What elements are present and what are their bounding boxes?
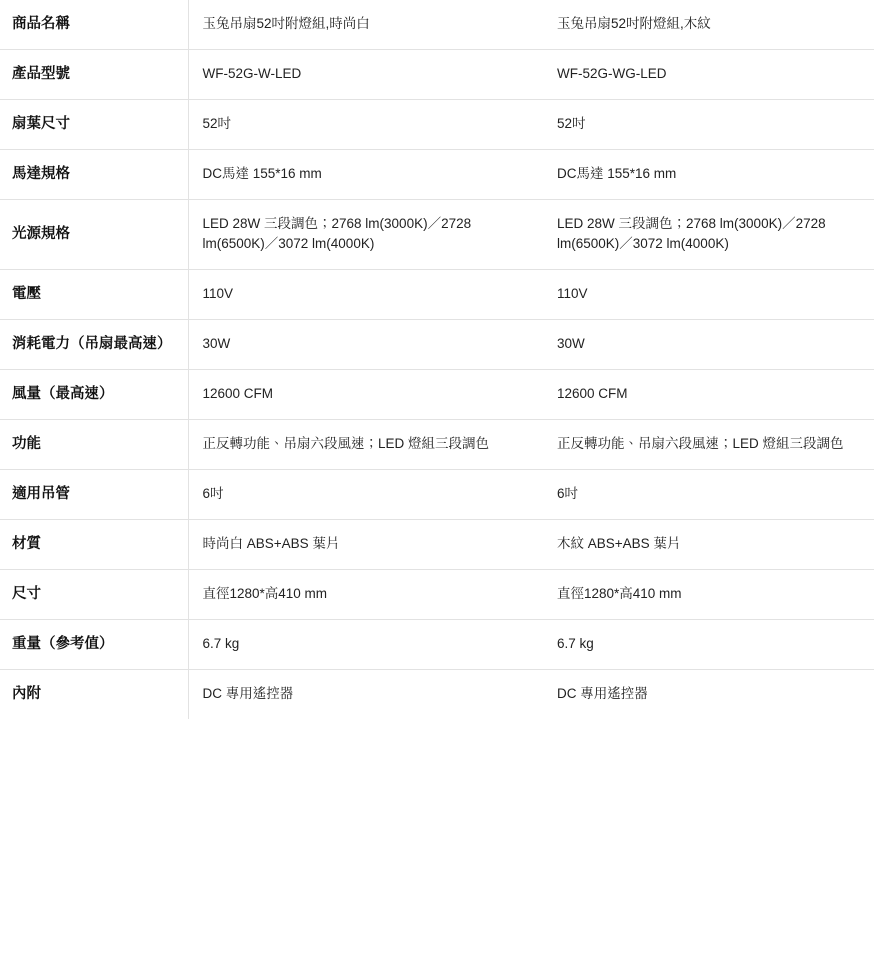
cell-text: 30W bbox=[557, 335, 585, 351]
cell-text: 玉兔吊扇52吋附燈組,時尚白 bbox=[202, 16, 370, 32]
table-row bbox=[0, 319, 874, 369]
row-value-product-b bbox=[543, 419, 874, 469]
cell-text: 正反轉功能、吊扇六段風速；LED 燈組三段調色 bbox=[557, 435, 844, 451]
cell-text: 12600 CFM bbox=[202, 385, 274, 401]
row-label: 扇葉尺寸 bbox=[0, 100, 188, 150]
cell-text: 12600 CFM bbox=[557, 385, 628, 401]
row-label: 內附 bbox=[12, 685, 41, 702]
cell-text: 正反轉功能、吊扇六段風速；LED 燈組三段調色 bbox=[202, 435, 490, 451]
row-value-product-b bbox=[543, 519, 874, 569]
row-value-product-a bbox=[188, 519, 543, 569]
row-value-product-b bbox=[543, 569, 874, 619]
cell-text: 6.7 kg bbox=[202, 636, 240, 652]
cell-text: LED 28W 三段調色；2768 lm(3000K)／2728 lm(6500K)／3072 lm(4000K) bbox=[202, 216, 475, 252]
table-row bbox=[0, 200, 874, 270]
row-value-product-a bbox=[188, 669, 543, 719]
table-row bbox=[0, 469, 874, 519]
cell-text: DC馬達 155*16 mm bbox=[202, 166, 322, 182]
cell-text: 直徑1280*高410 mm bbox=[557, 586, 682, 602]
row-value-product-a bbox=[188, 619, 543, 669]
row-value-product-a bbox=[188, 150, 543, 200]
cell-text: 30W bbox=[202, 335, 231, 351]
table-row bbox=[0, 419, 874, 469]
table-row bbox=[0, 619, 874, 669]
row-value-product-b bbox=[543, 150, 874, 200]
cell-text: 直徑1280*高410 mm bbox=[202, 586, 328, 602]
row-label: 適用吊管 bbox=[0, 469, 188, 519]
row-label: 風量（最高速） bbox=[0, 369, 188, 419]
cell-text: DC 專用遙控器 bbox=[557, 686, 648, 702]
table-row bbox=[0, 369, 874, 419]
cell-text: WF-52G-W-LED bbox=[202, 66, 302, 82]
cell-text: 52吋 bbox=[557, 116, 586, 132]
table-row bbox=[0, 100, 874, 150]
row-value-product-a bbox=[188, 369, 543, 419]
cell-text: 52吋 bbox=[202, 116, 232, 132]
table-row bbox=[0, 150, 874, 200]
row-value-product-a bbox=[188, 0, 543, 50]
row-value-product-a bbox=[188, 50, 543, 100]
row-value-product-a bbox=[188, 269, 543, 319]
cell-text: DC 專用遙控器 bbox=[202, 686, 294, 702]
row-label: 材質 bbox=[0, 519, 188, 569]
row-value-product-a bbox=[188, 419, 543, 469]
cell-text: 木紋 ABS+ABS 葉片 bbox=[557, 536, 681, 552]
row-label: 功能 bbox=[0, 419, 188, 469]
row-label: 產品型號 bbox=[0, 50, 188, 100]
row-value-product-b bbox=[543, 200, 874, 270]
row-value-product-b bbox=[543, 269, 874, 319]
cell-text: LED 28W 三段調色；2768 lm(3000K)／2728 lm(6500K)／3072 lm(4000K) bbox=[557, 216, 830, 252]
row-value-product-a bbox=[188, 469, 543, 519]
row-value-product-b bbox=[543, 0, 874, 50]
table-row bbox=[0, 50, 874, 100]
cell-text: 6吋 bbox=[202, 486, 224, 501]
row-value-product-b bbox=[543, 469, 874, 519]
row-value-product-a bbox=[188, 319, 543, 369]
table-row bbox=[0, 569, 874, 619]
row-value-product-b bbox=[543, 50, 874, 100]
row-label: 馬達規格 bbox=[0, 150, 188, 200]
row-label: 商品名稱 bbox=[0, 0, 188, 50]
cell-text: 6吋 bbox=[557, 486, 579, 501]
row-value-product-a bbox=[188, 100, 543, 150]
table-row bbox=[0, 269, 874, 319]
row-label: 電壓 bbox=[0, 269, 188, 319]
table-row bbox=[0, 519, 874, 569]
row-label: 重量（參考值） bbox=[0, 619, 188, 669]
cell-text: 6.7 kg bbox=[557, 636, 594, 652]
row-value-product-b bbox=[543, 319, 874, 369]
row-value-product-b bbox=[543, 100, 874, 150]
cell-text: DC馬達 155*16 mm bbox=[557, 166, 677, 182]
cell-text: 時尚白 ABS+ABS 葉片 bbox=[202, 536, 340, 552]
row-label: 光源規格 bbox=[0, 200, 188, 270]
row-label: 消耗電力（吊扇最高速） bbox=[0, 319, 188, 369]
row-value-product-a bbox=[188, 200, 543, 270]
cell-text: WF-52G-WG-LED bbox=[557, 66, 667, 82]
row-value-product-b bbox=[543, 669, 874, 719]
row-label: 尺寸 bbox=[0, 569, 188, 619]
row-value-product-b bbox=[543, 369, 874, 419]
cell-text: 110V bbox=[557, 285, 588, 301]
table-row bbox=[0, 0, 874, 50]
cell-text: 玉兔吊扇52吋附燈組,木紋 bbox=[557, 16, 711, 32]
table-row bbox=[0, 669, 874, 719]
cell-text: 110V bbox=[202, 285, 234, 301]
row-value-product-a bbox=[188, 569, 543, 619]
row-value-product-b bbox=[543, 619, 874, 669]
